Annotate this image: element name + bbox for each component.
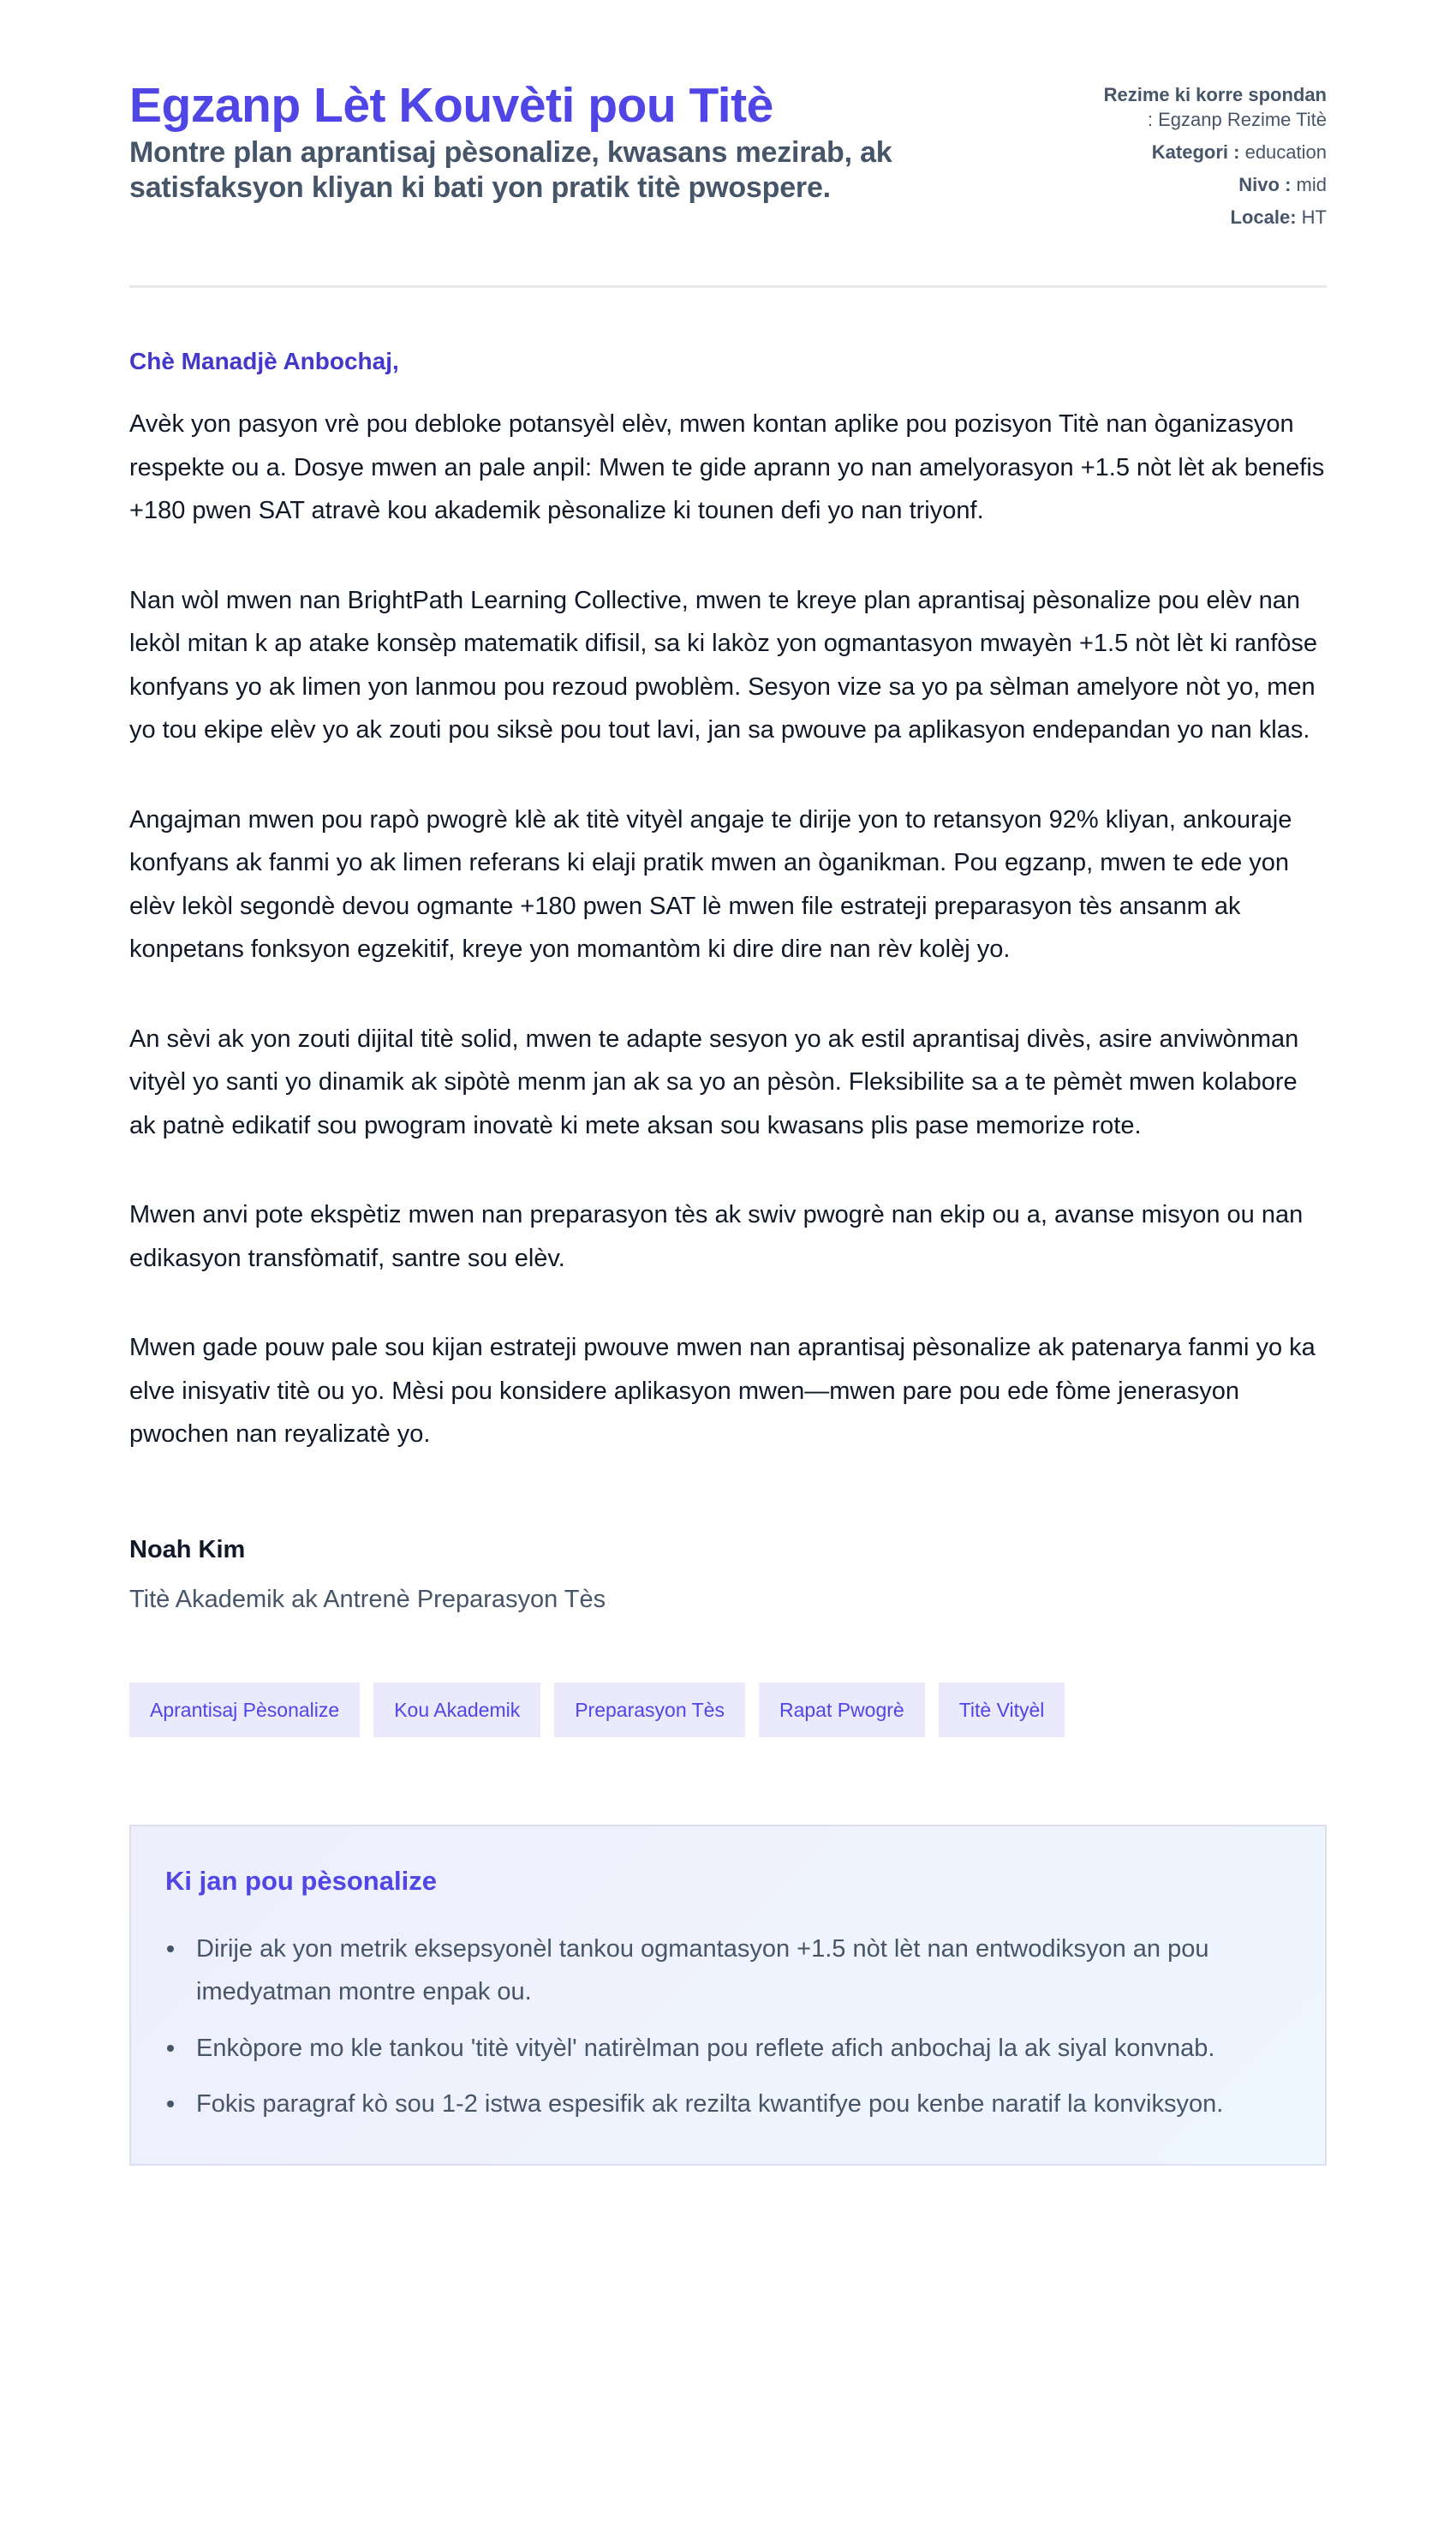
tips-item-text: Dirije ak yon metrik eksepsyonèl tankou ogmantasyon +1.5 nòt lèt nan entwodiksyon an pou imedyatman montre enpak ou. — [196, 1934, 1209, 2005]
body-paragraph: Nan wòl mwen nan BrightPath Learning Collective, mwen te kreye plan aprantisaj pèsonalize pou elèv nan lekòl mitan k ap atake konsèp matematik difisil, sa ki lakòz yon ogmantasyon mwayèn +1.5 nòt lèt ki ranfòse konfyans yo ak limen yon lanmou pou rezoud pwoblèm. Sesyon vize sa yo pa sèlman amelyore nòt yo, men yo tou ekipe elèv yo ak zouti pou siksè pou tout lavi, jan sa pwouve pa aplikasyon endepandan yo nan klas. — [129, 586, 1318, 744]
meta-resume-label: Rezime ki korre spondan — [1103, 84, 1327, 105]
bullet-icon — [167, 2101, 174, 2107]
tag-chip[interactable]: Titè Vityèl — [939, 1682, 1065, 1737]
meta-level-label: Nivo : — [1238, 174, 1292, 195]
meta-level-value: mid — [1296, 174, 1327, 195]
tips-list — [165, 1927, 1291, 2126]
bullet-icon — [167, 2045, 174, 2052]
letter-body — [129, 346, 1327, 1456]
bullet-icon — [167, 1945, 174, 1952]
tips-list-item — [165, 2083, 1291, 2126]
meta-locale-label: Locale: — [1230, 206, 1297, 228]
body-paragraph: An sèvi ak yon zouti dijital titè solid, mwen te adapte sesyon yo ak estil aprantisaj divès, asire anviwònman vityèl yo santi yo dinamik ak sipòtè menm jan ak sa yo an pèsòn. Fleksibilite sa a te pèmèt mwen kolabore ak patnè edikatif sou pwogram inovatè ki mete aksan sou kwasans plis pase memorize rote. — [129, 1025, 1299, 1139]
signature-name: Noah Kim — [129, 1535, 246, 1563]
meta-category-value: education — [1244, 141, 1327, 163]
tag-chip[interactable]: Preparasyon Tès — [554, 1682, 745, 1737]
body-paragraph: Mwen gade pouw pale sou kijan estrateji pwouve mwen nan aprantisaj pèsonalize ak patenarya fanmi yo ka elve inisyativ titè ou yo. Mèsi pou konsidere aplikasyon mwen—mwen pare pou ede fòme jenerasyon pwochen nan reyalizatè yo. — [129, 1334, 1316, 1448]
signature-block — [129, 1533, 1327, 1616]
tag-chip[interactable]: Aprantisaj Pèsonalize — [129, 1682, 360, 1737]
page-title: Egzanp Lèt Kouvèti pou Titè — [129, 78, 773, 133]
customization-tips-box — [129, 1825, 1327, 2166]
salutation: Chè Manadjè Anbochaj, — [129, 348, 399, 374]
meta-category-label: Kategori : — [1151, 141, 1240, 163]
meta-locale-value: HT — [1301, 206, 1327, 228]
body-paragraph: Avèk yon pasyon vrè pou debloke potansyèl elèv, mwen kontan aplike pou pozisyon Titè nan òganizasyon respekte ou a. Dosye mwen an pale anpil: Mwen te gide aprann yo nan amelyorasyon +1.5 nòt lèt ak benefis +180 pwen SAT atravè kou akademik pèsonalize ki tounen defi yo nan triyonf. — [129, 410, 1325, 524]
meta-level — [1044, 172, 1327, 197]
tips-list-item — [165, 2027, 1291, 2071]
meta-locale — [1044, 205, 1327, 230]
header-title-block — [129, 75, 986, 206]
signature-title: Titè Akademik ak Antrenè Preparasyon Tès — [129, 1585, 606, 1613]
tag-list — [129, 1682, 1327, 1737]
meta-resume-link[interactable]: : Egzanp Rezime Titè — [1147, 109, 1327, 130]
page-subtitle: Montre plan aprantisaj pèsonalize, kwasans mezirab, ak satisfaksyon kliyan ki bati yon pratik titè pwospere. — [129, 136, 892, 204]
document-header — [129, 75, 1327, 288]
tips-list-item — [165, 1927, 1291, 2014]
tag-chip[interactable]: Rapat Pwogrè — [759, 1682, 925, 1737]
tips-item-text: Enkòpore mo kle tankou 'titè vityèl' natirèlman pou reflete afich anbochaj la ak siyal konvnab. — [196, 2034, 1215, 2062]
body-paragraph: Mwen anvi pote ekspètiz mwen nan preparasyon tès ak swiv pwogrè nan ekip ou a, avanse misyon ou nan edikasyon transfòmatif, santre sou elèv. — [129, 1201, 1304, 1272]
meta-resume — [1044, 82, 1327, 132]
tips-title: Ki jan pou pèsonalize — [165, 1865, 437, 1896]
document-meta — [1044, 75, 1327, 237]
body-paragraph: Angajman mwen pou rapò pwogrè klè ak titè vityèl angaje te dirije yon to retansyon 92% kliyan, ankouraje konfyans ak fanmi yo ak limen referans ki elaji pratik mwen an òganikman. Pou egzanp, mwen te ede yon elèv lekòl segondè devou ogmante +180 pwen SAT lè mwen file estrateji preparasyon tès ansanm ak konpetans fonksyon egzekitif, kreye yon momantòm ki dire dire nan rèv kolèj yo. — [129, 805, 1292, 963]
tag-chip[interactable]: Kou Akademik — [373, 1682, 540, 1737]
tips-item-text: Fokis paragraf kò sou 1-2 istwa espesifik ak rezilta kwantifye pou kenbe naratif la konviksyon. — [196, 2090, 1224, 2118]
meta-category — [1044, 140, 1327, 164]
